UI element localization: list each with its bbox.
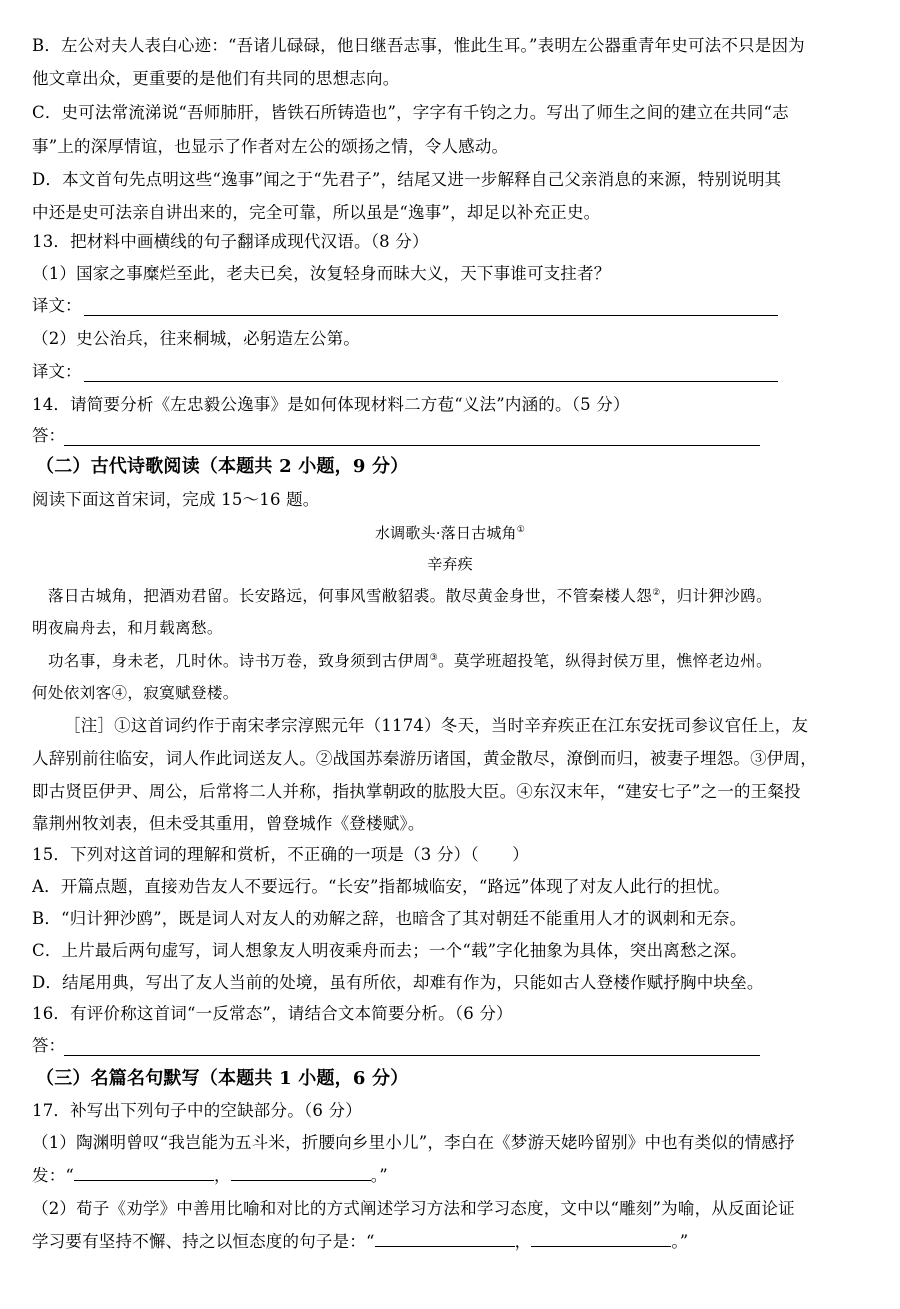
poem-line-3a: 功名事，身未老，几时休。诗书万卷，致身须到古伊周 [48, 652, 430, 670]
poem-title [0, 517, 900, 549]
q17-s1-comma: ， [214, 1166, 231, 1185]
poem-notes-line4: 靠荆州牧刘表，但未受其重用，曾登城作《登楼赋》。 [32, 814, 425, 833]
q16-stem: 16．有评价称这首词“一反常态”，请结合文本简要分析。（6 分） [32, 1004, 513, 1023]
q13-answer-line-1[interactable] [84, 314, 778, 316]
q12-option-b-line1: B．左公对夫人表白心迹：“吾诸儿碌碌，他日继吾志事，惟此生耳。”表明左公器重青年史可法不只是因为 [32, 36, 805, 55]
q17-s2-line2 [32, 1226, 868, 1258]
q14-answer-line[interactable] [64, 444, 760, 446]
poem-title-text: 水调歌头·落日古城角 [374, 524, 517, 542]
q13-sentence-2: （2）史公治兵，往来桐城，必躬造左公第。 [32, 329, 360, 348]
q13-answer-line-2[interactable] [84, 380, 778, 382]
section-3-heading: （三）名篇名句默写（本题共 1 小题，6 分） [36, 1068, 409, 1089]
q13-translation-label-1: 译文： [32, 296, 82, 315]
q17-stem: 17．补写出下列句子中的空缺部分。（6 分） [32, 1101, 362, 1120]
q15-option-a: A．开篇点题，直接劝告友人不要远行。“长安”指都城临安，“路远”体现了对友人此行的担忧。 [32, 877, 730, 896]
q12-option-c-line1: C．史可法常流涕说“吾师肺肝，皆铁石所铸造也”，字字有千钧之力。写出了师生之间的建立在共同“志 [32, 103, 789, 122]
poem-line-1a: 落日古城角，把酒劝君留。长安路远，何事风雪敝貂裘。散尽黄金身世，不管秦楼人怨 [48, 587, 653, 605]
q12-option-c-line2: 事”上的深厚情谊，也显示了作者对左公的颂扬之情，令人感动。 [32, 137, 509, 156]
poem-notes-line3: 即古贤臣伊尹、周公，后常将二人并称，指执掌朝政的肱股大臣。④东汉末年，“建安七子”之一的王粲投 [32, 782, 801, 801]
q15-option-c: C．上片最后两句虚写，词人想象友人明夜乘舟而去；一个“载”字化抽象为具体，突出离愁之深。 [32, 941, 747, 960]
poem-line-1-note-marker: ② [652, 587, 661, 598]
poem-notes-line1: ［注］①这首词约作于南宋孝宗淳熙元年（1174）冬天，当时辛弃疾正在江东安抚司参议官任上，友 [64, 716, 809, 735]
poem-line-3b: 。莫学班超投笔，纵得封侯万里，憔悴老边州。 [438, 652, 772, 670]
q17-s2-line1: （2）荀子《劝学》中善用比喻和对比的方式阐述学习方法和学习态度，文中以“雕刻”为喻，从反面论证 [32, 1199, 795, 1218]
q12-option-d-line2: 中还是史可法亲自讲出来的，完全可靠，所以虽是“逸事”，却足以补充正史。 [32, 203, 601, 222]
q16-answer-line[interactable] [64, 1054, 760, 1056]
poem-line-3 [48, 645, 884, 677]
q15-stem: 15．下列对这首词的理解和赏析，不正确的一项是（3 分）（ ） [32, 845, 529, 864]
q12-option-d-line1: D．本文首句先点明这些“逸事”闻之于“先君子”，结尾又进一步解释自己父亲消息的来源，特别说明其 [32, 170, 782, 189]
q17-s1-prefix: 发：“ [32, 1166, 75, 1185]
q17-s1-line1: （1）陶渊明曾叹“我岂能为五斗米，折腰向乡里小儿”，李白在《梦游天姥吟留别》中也有类似的情感抒 [32, 1133, 795, 1152]
q17-s2-suffix: 。” [671, 1232, 689, 1251]
q15-option-d: D．结尾用典，写出了友人当前的处境，虽有所依，却难有作为，只能如古人登楼作赋抒胸中块垒。 [32, 973, 764, 992]
poem-title-note-marker: ① [516, 525, 526, 535]
poem-line-1 [48, 580, 884, 612]
q14-stem: 14．请简要分析《左忠毅公逸事》是如何体现材料二方苞“义法”内涵的。（5 分） [32, 395, 630, 414]
poem-notes-line2: 人辞别前往临安，词人作此词送友人。②战国苏秦游历诸国，黄金散尽，潦倒而归，被妻子埋怨。③伊周， [32, 749, 817, 768]
section-2-heading: （二）古代诗歌阅读（本题共 2 小题，9 分） [36, 456, 409, 477]
q17-s1-suffix: 。” [370, 1166, 388, 1185]
poem-line-1b: ，归计狎沙鸥。 [660, 587, 772, 605]
section-2-intro: 阅读下面这首宋词，完成 15～16 题。 [32, 490, 320, 509]
q16-answer-label: 答： [32, 1036, 65, 1055]
q13-translation-label-2: 译文： [32, 362, 82, 381]
poem-line-3-note-marker: ③ [429, 652, 439, 663]
q13-sentence-1: （1）国家之事糜烂至此，老夫已矣，汝复轻身而昧大义，天下事谁可支拄者？ [32, 264, 611, 283]
q17-s2-blank-2[interactable] [531, 1226, 671, 1247]
q17-s2-blank-1[interactable] [375, 1226, 515, 1247]
q12-option-b-line2: 他文章出众，更重要的是他们有共同的思想志向。 [32, 69, 400, 88]
q15-option-b: B．“归计狎沙鸥”，既是词人对友人的劝解之辞，也暗含了其对朝廷不能重用人才的讽刺和无奈。 [32, 909, 747, 928]
poem-line-4: 何处依刘客④，寂寞赋登楼。 [32, 684, 239, 702]
q13-stem: 13．把材料中画横线的句子翻译成现代汉语。（8 分） [32, 232, 429, 251]
poem-author: 辛弃疾 [427, 555, 473, 573]
q17-s1-line2 [32, 1160, 868, 1192]
q17-s2-comma: ， [514, 1232, 532, 1251]
poem-line-2: 明夜扁舟去，和月载离愁。 [32, 619, 223, 637]
q17-s1-blank-1[interactable] [74, 1160, 214, 1181]
q17-s2-prefix: 学习要有坚持不懈、持之以恒态度的句子是：“ [32, 1232, 375, 1251]
q14-answer-label: 答： [32, 426, 65, 445]
q17-s1-blank-2[interactable] [231, 1160, 371, 1181]
